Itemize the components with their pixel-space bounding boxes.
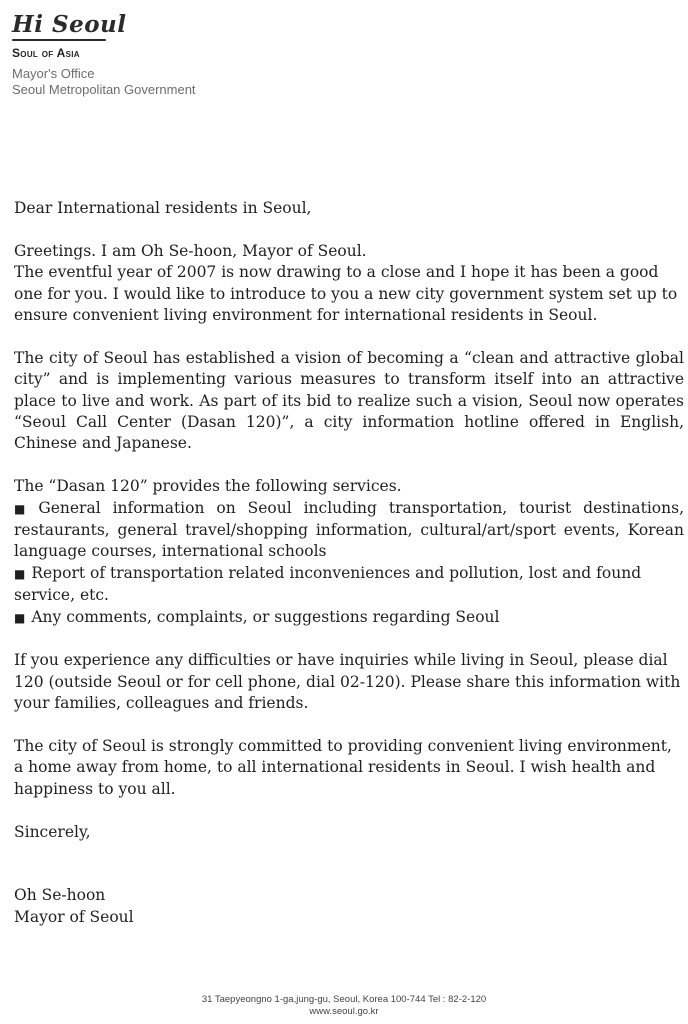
service-text: Any comments, complaints, or suggestions regarding Seoul xyxy=(31,607,500,626)
letter-body xyxy=(14,198,684,928)
office-block xyxy=(12,66,312,98)
paragraph-gap xyxy=(14,629,684,650)
services-intro: The “Dasan 120” provides the following services. xyxy=(14,477,402,496)
service-item-general-info xyxy=(14,498,684,563)
service-text: General information on Seoul including transportation, tourist destinations, restaurants, general travel/shopping information, cultural/art/sport events, Korean language courses, international schools xyxy=(14,498,684,561)
inquiries-paragraph: If you experience any difficulties or have inquiries while living in Seoul, please dial 120 (outside Seoul or for cell phone, dial 02-120). Please share this information with your families, colleagues and friends. xyxy=(14,651,681,713)
service-item-comments xyxy=(14,607,684,629)
signer-title: Mayor of Seoul xyxy=(14,907,134,926)
office-line-mayor: Mayor's Office xyxy=(12,66,95,81)
bullet-icon: ■ xyxy=(14,610,26,625)
salutation: Dear International residents in Seoul, xyxy=(14,199,312,217)
paragraph-gap xyxy=(14,326,684,347)
logo-tagline: Soul of Asia xyxy=(12,46,80,60)
logo-underline xyxy=(12,39,106,41)
paragraph-gap xyxy=(14,219,684,240)
footer-address: 31 Taepyeongno 1-ga,jung-gu, Seoul, Korea 100-744 Tel : 82-2-120 xyxy=(201,994,487,1005)
commitment-paragraph: The city of Seoul is strongly committed to providing convenient living environment, a home away from home, to all international residents in Seoul. I wish health and happiness to you all. xyxy=(14,737,672,798)
footer xyxy=(0,994,688,1018)
hi-seoul-logo: Hi Seoul xyxy=(12,11,127,38)
paragraph-gap xyxy=(14,455,684,476)
signer-name: Oh Se-hoon xyxy=(14,886,106,905)
services-list xyxy=(14,498,684,629)
intro-paragraph: The eventful year of 2007 is now drawing to a close and I hope it has been a good one for you. I would like to introduce to you a new city government system set up to ensure convenient living environment for international residents in Seoul. xyxy=(14,263,678,325)
signature-space xyxy=(14,843,684,885)
greeting: Greetings. I am Oh Se-hoon, Mayor of Seoul. xyxy=(14,241,367,260)
paragraph-gap xyxy=(14,715,684,736)
vision-paragraph: The city of Seoul has established a vision of becoming a “clean and attractive global city” and is implementing various measures to transform itself into an attractive place to live and work. As part of its bid to realize such a vision, Seoul now operates “Seoul Call Center (Dasan 120)”, a city information hotline offered in English, Chinese and Japanese. xyxy=(14,348,684,453)
footer-website: www.seoul.go.kr xyxy=(309,1006,379,1017)
service-text: Report of transportation related inconveniences and pollution, lost and found service, etc. xyxy=(14,563,642,605)
bullet-icon: ■ xyxy=(14,501,33,516)
office-line-government: Seoul Metropolitan Government xyxy=(12,82,196,97)
paragraph-gap xyxy=(14,800,684,821)
service-item-reports xyxy=(14,563,684,607)
closing: Sincerely, xyxy=(14,822,91,841)
letterhead xyxy=(12,12,312,98)
bullet-icon: ■ xyxy=(14,566,26,581)
